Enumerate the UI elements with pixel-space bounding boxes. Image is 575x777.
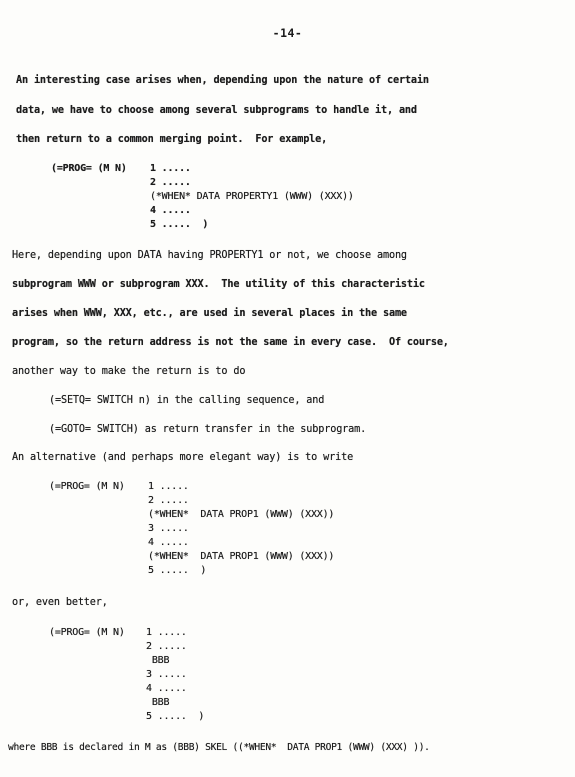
code-1-line: (*WHEN* DATA PROPERTY1 (WWW) (XXX))	[150, 191, 354, 202]
goto-line: (=GOTO= SWITCH) as return transfer in the subprogram.	[49, 424, 367, 435]
code-2-line: 3 .....	[148, 523, 189, 534]
code-1-line: 4 .....	[150, 205, 191, 216]
code-3-line: 4 .....	[146, 683, 187, 694]
paragraph-1-line-1: An interesting case arises when, depending upon the nature of certain	[16, 75, 429, 86]
paragraph-1-line-2: data, we have to choose among several subprograms to handle it, and	[16, 105, 417, 116]
code-3-line: 2 .....	[146, 641, 187, 652]
code-1-line: 2 .....	[150, 177, 191, 188]
code-2-head: (=PROG= (M N)	[49, 481, 125, 492]
paragraph-1-line-3: then return to a common merging point. For example,	[16, 134, 328, 145]
code-2-line: 1 .....	[148, 481, 189, 492]
code-3-line: 5 ..... )	[146, 711, 205, 722]
code-1-head: (=PROG= (M N)	[51, 163, 127, 174]
code-2-line: (*WHEN* DATA PROP1 (WWW) (XXX))	[148, 551, 335, 562]
code-2-line: 2 .....	[148, 495, 189, 506]
paragraph-2-line-4: program, so the return address is not the same in every case. Of course,	[12, 337, 449, 348]
page-number: -14-	[272, 26, 303, 40]
code-1-line: 5 ..... )	[150, 219, 209, 230]
paragraph-2-line-2: subprogram WWW or subprogram XXX. The utility of this characteristic	[12, 279, 425, 290]
alternative-line: An alternative (and perhaps more elegant way) is to write	[12, 452, 354, 463]
paragraph-2-line-1: Here, depending upon DATA having PROPERTY1 or not, we choose among	[12, 250, 407, 261]
code-3-head: (=PROG= (M N)	[49, 627, 125, 638]
code-2-line: (*WHEN* DATA PROP1 (WWW) (XXX))	[148, 509, 335, 520]
paragraph-2-line-3: arises when WWW, XXX, etc., are used in several places in the same	[12, 308, 407, 319]
paragraph-2-line-5: another way to make the return is to do	[12, 366, 246, 377]
final-line: where BBB is declared in M as (BBB) SKEL ((*WHEN* DATA PROP1 (WWW) (XXX) )).	[8, 742, 430, 753]
code-3-line: 3 .....	[146, 669, 187, 680]
code-2-line: 4 .....	[148, 537, 189, 548]
code-3-line: BBB	[146, 697, 170, 708]
code-3-line: 1 .....	[146, 627, 187, 638]
code-2-line: 5 ..... )	[148, 565, 207, 576]
code-3-line: BBB	[146, 655, 170, 666]
or-line: or, even better,	[12, 597, 108, 608]
setq-line: (=SETQ= SWITCH n) in the calling sequence, and	[49, 395, 325, 406]
code-1-line: 1 .....	[150, 163, 191, 174]
